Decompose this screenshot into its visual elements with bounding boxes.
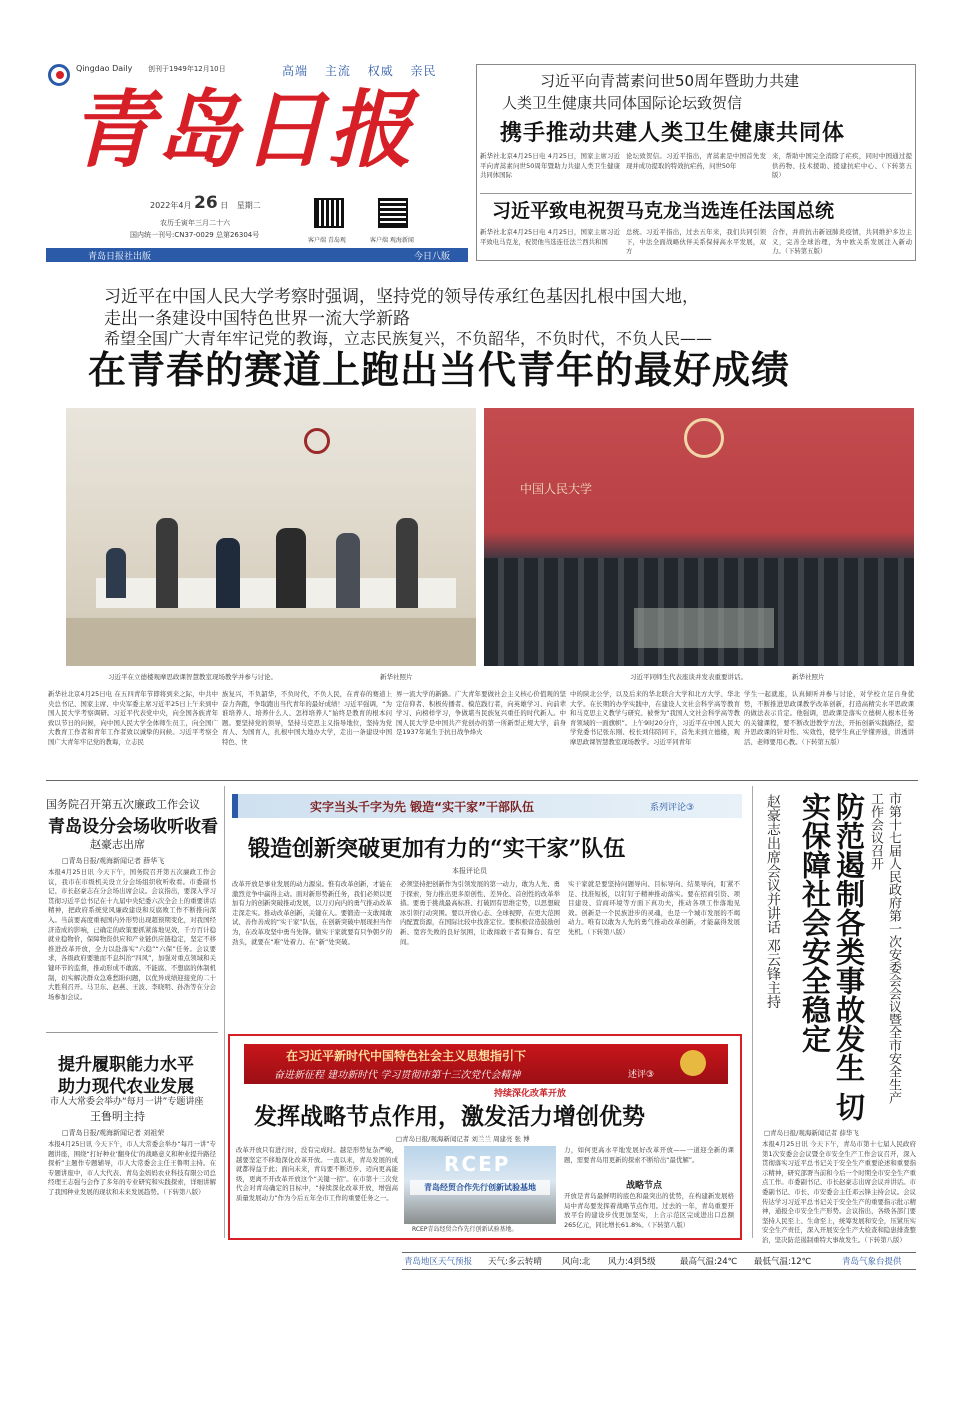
day-unit: 日 [220, 201, 229, 210]
weather-low: 最低气温:12℃ [754, 1257, 812, 1267]
feature-col-3a: 力，如何更高水平地发展好改革开放——一道迎全新的课题，需要青岛用更新的探索不断给出“最优解”。 [564, 1146, 734, 1164]
top-news2-col-3: 合作，并肩抗击新冠肺炎疫情，共同维护多边主义，完善全球治理，为中欧关系发展注入新动力。（下转第五版） [772, 228, 912, 256]
rcep-sign-sub: 青岛经贸合作先行创新试验基地 [410, 1180, 550, 1195]
left-sub: 赵豪志出席 [90, 838, 145, 851]
lead-deck-2: 走出一条建设中国特色世界一流大学新路 [104, 309, 410, 329]
lead-body-col-3: 界一流大学的新路。广大青年要做社会主义核心价值观的坚定信仰者、积极传播者、模范践行者，向英雄学习、向前辈学习、向榜样学习，争做堪当民族复兴重任的时代新人。中国人民大学是中国共产党创办的第一所新型正规大学，前身是1937年诞生于抗日战争烽火 [396, 690, 566, 737]
feature-banner-text-2: 奋进新征程 建功新时代 学习贯彻市第十三次党代会精神 [274, 1070, 521, 1081]
top-news-divider [480, 193, 912, 194]
feature-col-3-head: 战略节点 [626, 1181, 663, 1191]
feature-banner-text: 在习近平新时代中国特色社会主义思想指引下 [286, 1049, 527, 1063]
lead-deck-1: 习近平在中国人民大学考察时强调，坚持党的领导传承红色基因扎根中国大地， [104, 287, 699, 307]
top-news-col-1: 新华社北京4月25日电 4月25日，国家主席习近平向青蒿素问世50周年暨助力共建人类卫生健康共同体国际 [480, 152, 620, 180]
logo-title: 青岛日报 [70, 80, 415, 179]
commentary-tag: 系列评论③ [650, 803, 695, 813]
feature-col-1: 改革开放只有进行时，没有完成时。越是形势复杂严峻，越要坚定不移地深化改革开放。一直以来，青岛发展的成就都得益于此；面向未来，青岛要不断迈步、迈向更高能级，更离不开改革开放这个“关键一招”。在市第十三次党代会对青岛确定的目标中，“持续深化改革开放，增强高质量发展动力”作为今后五年全市工作的重要任务之一。 [236, 1146, 398, 1202]
feature-banner-tag: 述评③ [628, 1070, 655, 1080]
lunar-date: 农历壬寅年三月二十六 [160, 219, 230, 227]
lead-photo1-credit: 新华社照片 [380, 673, 413, 681]
logo-emblem [48, 64, 70, 86]
issue-date [150, 193, 261, 213]
right-sub: 赵豪志出席会议并讲话 邓云锋主持 [765, 794, 781, 1009]
top-news2-col-2: 总统。习近平指出，过去五年来，我们共同引领下，中法全面战略伙伴关系保持高水平发展，双方 [626, 228, 766, 256]
weather-high: 最高气温:24℃ [680, 1257, 738, 1267]
english-name: Qingdao Daily [76, 64, 133, 73]
slogan-3: 权威 [367, 64, 394, 78]
slogan-1: 高端 [282, 64, 309, 78]
feature-col-3b: 开放是青岛最鲜明的底色和最突出的优势，在构建新发展格局中青岛要发挥着战略节点作用。过去的一年，青岛重要开放平台的建设步伐更加坚实，上合示范区完成进出口总额265亿元，同比增长61.8%。（下转第八版） [564, 1192, 734, 1229]
feature-sub: 持续深化改革开放 [494, 1089, 567, 1099]
weekday: 星期二 [236, 201, 261, 210]
slogan-2: 主流 [324, 64, 351, 78]
commentary-col-2: 必须坚持把创新作为引领发展的第一动力，敢为人先、勇于探索，努力推出更多原创性、差异化、首创性的改革举措。要勇于挑战最高标准、打破固有思维定势，以思想破冰引领行动突围。要以开放心态、全球视野，在更大范围内配置资源，在国际比较中找准定位。要积极营造鼓励创新、宽容失败的良好氛围，让敢闯敢干者有舞台、有空间。 [400, 880, 560, 946]
feature-headline[interactable]: 发挥战略节点作用，激发活力增创优势 [254, 1103, 645, 1130]
top-news-col-2: 论坛致贺信。习近平指出，青蒿素是中国首先发现并成功提取的特效抗疟药，问世50年 [626, 152, 766, 170]
left-body-2: 本报4月25日讯 今天下午，市人大常委会举办“每月一讲”专题讲座，围绕“打好种业‘翻身仗’的战略意义和种业提升路径探析”主题作专题辅导，市人大常委会主任王鲁明主持。在专题讲座中，市人大代表、青岛金妈妈农业科技有限公司总经理王志强与会作了多年的专业研究和实践探索，详细讲解了我国种业发展的现状和未来发展趋势。（下转第八版） [48, 1140, 216, 1196]
commentary-byline: 本报评论员 [452, 867, 487, 875]
feature-photo-caption: RCEP青岛经贸合作先行创新试验基地。 [412, 1226, 518, 1233]
qr1-label: 客户端 青岛观 [308, 237, 346, 244]
commentary-col-1: 改革开放是事业发展的动力源泉。惟有改革创新，才能在激烈竞争中赢得主动。面对新形势新任务，我们必须以更加有力的创新突破推动发展，以刀刃向内的勇气推动改革走深走实。推动改革创新，关键在人。要锻造一支敢闯敢试、善作善成的“实干家”队伍，在创新突破中展现担当作为，在改革攻坚中勇当先锋。做实干家就要有只争朝夕的劲头，就要在“难”处着力、在“新”处突破。 [232, 880, 392, 946]
lead-body-col-4: 中的陕北公学，以及后来的华北联合大学和北方大学、华北大学。在长期的办学实践中，在建设人文社会科学高等教育和马克思主义教学与研究、被誉为“我国人文社会科学高等教育领域的一面旗帜”。上午9时20分许，习近平在中国人民大学党委书记张东刚、校长刘伟陪同下，首先来到立德楼，观摩思政课智慧教室现场教学。习近平同青年 [570, 690, 740, 746]
right-vertical-rule [752, 786, 753, 1238]
top-news-headline-2[interactable]: 习近平致电祝贺马克龙当选连任法国总统 [492, 200, 835, 222]
left-body: 本报4月25日讯 今天下午，国务院召开第五次廉政工作会议，我市在市级机关设立分会场组织收听收看。市委副书记、市长赵豪志在分会场出席会议。会议指出，要深入学习贯彻习近平总书记在十九届中央纪委六次全会上的重要讲话精神，把政府系统党风廉政建设和反腐败工作不断推向深入。当前要高度重视国内外形势出现超预期变化，对我国经济造成的影响，已确定的政策要抓紧落地见效，千方百计稳就业稳物价，保障物资供应和产业链供应链稳定，坚定不移推进改革开放，全力以赴落实“六稳”“六保”任务。会议要求，各级政府要驰而不息纠治“四风”，加强对重点领域和关键环节的监督，推动形成不敢腐、不能腐、不想腐的体制机制，切实解决群众急难愁盼问题，以优异成绩迎接党的二十大胜利召开。马卫东、赵燕、王波、李晓明、孙浩等在分会场参加会议。 [48, 868, 216, 1001]
slogan-4: 亲民 [410, 64, 437, 78]
lead-deck-3: 希望全国广大青年牢记党的教诲，立志民族复兴，不负韶华，不负时代，不负人民—— [104, 329, 713, 348]
weather-wind-direction: 风向:北 [562, 1257, 591, 1267]
left-vertical-rule [224, 786, 225, 1238]
right-kicker: 市第十七届人民政府第一次安委会会议暨全市安全生产工作会议召开 [868, 792, 901, 1104]
left-byline-2: □青岛日报/观海新闻记者 刘祖荣 [62, 1129, 165, 1137]
founded-date: 创刊于1949年12月10日 [148, 65, 226, 73]
right-body: 本报4月25日讯 今天下午，青岛市第十七届人民政府第1次安委会会议暨全市安全生产工作会议召开，深入贯彻落实习近平总书记关于安全生产重要论述和重要指示精神，研究部署当前和今后一个时期全市安全生产重点工作。市委副书记、市长赵豪志出席会议并讲话。市委副书记、市长、市安委会主任邓云锋主持会议。会议传达学习习近平总书记关于安全生产的重要指示批示精神，通报全市安全生产形势。会议指出，各级各部门要坚持人民至上、生命至上，统筹发展和安全，压紧压实安全生产责任，深入开展安全生产大检查和隐患排查整治，坚决防范遏制重特大事故发生。（下转第八版） [762, 1140, 916, 1244]
left-kicker: 国务院召开第五次廉政工作会议 [46, 798, 200, 811]
commentary-col-3: 实干家就是要坚持问题导向、目标导向、结果导向，盯紧不足、找准短板，以钉钉子精神推动落实。要在招商引资、项目建设、营商环境等方面下真功夫，推动各项工作落地见效。创新是一个民族进步的灵魂，也是一个城市发展的不竭动力。唯有以敢为人先的勇气推动改革创新，才能赢得发展先机。（下转第八版） [568, 880, 740, 936]
lead-body-col-1: 新华社北京4月25日电 在五四青年节即将到来之际，中共中央总书记、国家主席、中央军委主席习近平25日上午来到中国人民大学考察调研。习近平代表党中央，向全国各族青年致以节日的问候，向中国人民大学全体师生员工，向全国广大教育工作者和青年工作者致以诚挚的问候。习近平考察全国广大青年牢记党的教诲，立志民 [48, 690, 218, 746]
weather-bar [402, 1252, 916, 1270]
photo2-emblem-icon [684, 418, 724, 458]
feature-photo-rcep[interactable] [404, 1146, 556, 1224]
qr2-label: 客户端 观海新闻 [370, 237, 414, 244]
date-text: 2022年4月 [150, 201, 192, 210]
top-news-kicker-2: 人类卫生健康共同体国际论坛致贺信 [502, 94, 743, 112]
lead-body-col-5: 学生一起就座，认真倾听并参与讨论，对学校立足自身优势，不断推进思政课教学改革创新，打造高精尖水平思政课的做法表示肯定。他强调，思政课是落实立德树人根本任务的关键课程，要不断改进教学方法，开拓创新实践路径，提升思政课的针对性、实效性，使学生真正学懂弄通，讲透讲活、老师要用心教。（下转第五版） [744, 690, 914, 746]
top-news-headline[interactable]: 携手推动共建人类卫生健康共同体 [500, 120, 846, 146]
top-news-col-3: 来，帮助中国完全消除了疟疾，同时中国通过提供药物、技术援助、援建抗疟中心、（下转第五版） [772, 152, 912, 180]
weather-provider: 青岛气象台提供 [842, 1257, 902, 1267]
left-sub-2b: 王鲁明主持 [90, 1110, 145, 1123]
left-headline[interactable]: 青岛设分会场收听收看 [48, 817, 218, 837]
commentary-banner-text: 实字当头千字为先 锻造“实干家”干部队伍 [310, 800, 534, 814]
lead-photo2-caption: 习近平同师生代表座谈并发表重要讲话。 [630, 673, 747, 681]
left-headline-2b[interactable]: 助力现代农业发展 [58, 1077, 194, 1097]
top-news2-col-1: 新华社北京4月25日电 4月25日，国家主席习近平致电马克龙，祝贺他当选连任法兰西共和国 [480, 228, 620, 246]
qr-code-guanhai[interactable] [378, 198, 408, 228]
feature-banner [244, 1044, 728, 1084]
right-byline: □青岛日报/观海新闻记者 薛华飞 [764, 1129, 859, 1137]
weather-label: 青岛地区天气预报 [404, 1257, 473, 1267]
lead-photo1-caption: 习近平在立德楼观摩思政课智慧教室现场教学并参与讨论。 [108, 673, 277, 681]
weather-wind: 风力:4到5级 [608, 1257, 656, 1267]
lead-body-col-2: 族复兴，不负韶华，不负时代，不负人民，在青春的赛道上奋力奔跑，争取跑出当代青年的最好成绩！习近平强调，“为谁培养人、培养什么人、怎样培养人”始终是教育的根本问题。要坚持党的领导，坚持马克思主义指导地位，坚持为党育人、为国育人，扎根中国大地办大学，走出一条建设中国特色、世 [222, 690, 392, 746]
lead-photo-symposium[interactable] [484, 408, 914, 666]
pages-badge: 今日八版 [414, 252, 451, 262]
left-byline: □青岛日报/观海新闻记者 薛华飞 [62, 857, 165, 865]
photo2-sign: 中国人民大学 [520, 482, 593, 496]
right-headline[interactable]: 防范遏制各类事故发生 切实保障社会安全稳定 [798, 792, 866, 1122]
lead-photo-classroom[interactable] [66, 408, 476, 666]
publisher: 青岛日报社出版 [88, 252, 152, 262]
left-divider [46, 1032, 218, 1033]
lead-headline[interactable]: 在青春的赛道上跑出当代青年的最好成绩 [88, 347, 791, 392]
commentary-banner [232, 794, 742, 818]
top-news-kicker-1: 习近平向青蒿素问世50周年暨助力共建 [540, 72, 800, 90]
lead-photo2-credit: 新华社照片 [792, 673, 825, 681]
wall-emblem-icon [304, 428, 330, 454]
feature-emblem-icon [680, 1050, 706, 1076]
feature-byline: □青岛日报/观海新闻记者 刘兰兰 周建亮 张 博 [396, 1135, 530, 1143]
rcep-sign: RCEP [444, 1152, 511, 1176]
qr-code-qingdaoguan[interactable] [314, 198, 344, 228]
commentary-headline[interactable]: 锻造创新突破更加有力的“实干家”队伍 [248, 836, 626, 862]
left-sub-2a: 市人大常委会举办“每月一讲”专题讲座 [50, 1097, 204, 1107]
left-headline-2a[interactable]: 提升履职能力水平 [58, 1055, 194, 1075]
section-divider [46, 780, 918, 781]
day-number: 26 [194, 193, 218, 213]
slogans [282, 62, 437, 79]
weather-condition: 天气:多云转晴 [488, 1257, 542, 1267]
issn: 国内统一刊号:CN37-0029 总第26304号 [130, 231, 260, 239]
